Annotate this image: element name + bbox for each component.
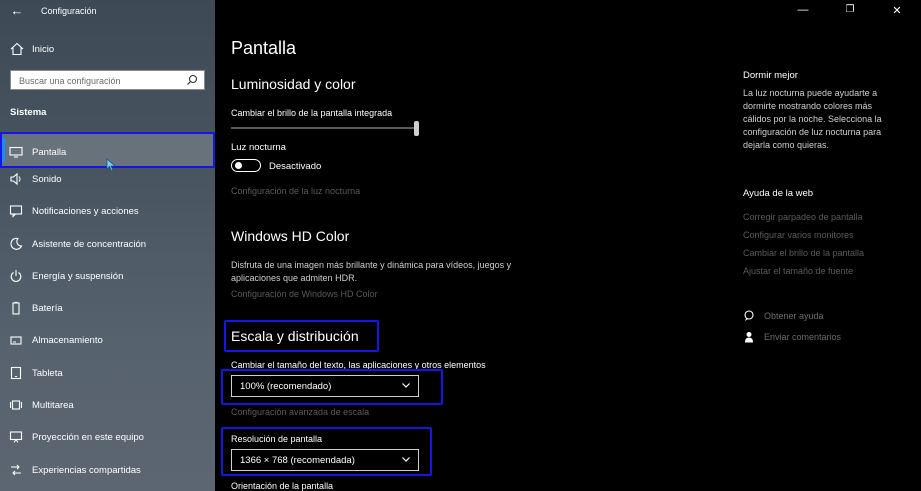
brightness-label: Cambiar el brillo de la pantalla integrada bbox=[231, 108, 393, 118]
help-link[interactable]: Cambiar el brillo de la pantalla bbox=[743, 248, 865, 258]
sidebar-item-sonido[interactable] bbox=[0, 164, 215, 196]
sidebar-item-label: Tableta bbox=[32, 367, 63, 379]
resolution-dropdown[interactable] bbox=[231, 449, 419, 471]
sidebar-item-notificaciones[interactable] bbox=[0, 196, 215, 228]
projection-icon bbox=[9, 430, 23, 444]
night-light-settings-link[interactable]: Configuración de la luz nocturna bbox=[231, 186, 361, 196]
sidebar-item-label: Energía y suspensión bbox=[32, 270, 124, 282]
sidebar-item-label: Notificaciones y acciones bbox=[32, 206, 139, 218]
sidebar-item-asistente[interactable] bbox=[0, 229, 215, 261]
main-content bbox=[215, 0, 921, 491]
night-light-toggle[interactable] bbox=[231, 159, 261, 172]
chevron-down-icon bbox=[400, 379, 412, 391]
brightness-slider-track[interactable] bbox=[231, 127, 417, 129]
notification-icon bbox=[9, 204, 23, 218]
search-input[interactable] bbox=[10, 70, 205, 90]
sidebar-item-label: Multitarea bbox=[32, 400, 74, 412]
home-icon bbox=[10, 42, 24, 56]
sidebar-nav bbox=[0, 132, 215, 487]
sidebar-item-bateria[interactable] bbox=[0, 293, 215, 325]
sleep-heading: Dormir mejor bbox=[743, 70, 798, 81]
tablet-icon bbox=[9, 366, 23, 380]
scale-size-dropdown[interactable] bbox=[231, 375, 419, 397]
power-icon bbox=[9, 269, 23, 283]
close-icon[interactable]: ✕ bbox=[892, 5, 902, 17]
sidebar-item-experiencias[interactable] bbox=[0, 455, 215, 487]
sidebar-item-label: Sonido bbox=[32, 174, 62, 185]
search-placeholder: Buscar una configuración bbox=[19, 76, 121, 86]
page-title: Pantalla bbox=[231, 38, 297, 58]
advanced-scale-link[interactable]: Configuración avanzada de escala bbox=[231, 407, 370, 417]
night-light-label: Luz nocturna bbox=[231, 142, 286, 153]
search-icon[interactable] bbox=[186, 74, 198, 86]
storage-icon bbox=[9, 333, 23, 347]
active-indicator bbox=[2, 138, 5, 162]
help-link[interactable]: Ajustar el tamaño de fuente bbox=[743, 266, 854, 276]
home-label: Inicio bbox=[32, 44, 55, 55]
help-link[interactable]: Configurar varios monitores bbox=[743, 230, 854, 240]
section-heading-brightness: Luminosidad y color bbox=[231, 76, 356, 92]
sidebar-item-tableta[interactable] bbox=[0, 358, 215, 390]
home-link[interactable] bbox=[0, 38, 215, 60]
resolution-label: Resolución de pantalla bbox=[231, 434, 323, 444]
scale-size-label: Cambiar el tamaño del texto, las aplicaciones y otros elementos bbox=[231, 360, 486, 370]
window-controls bbox=[791, 0, 921, 24]
sidebar-item-proyeccion[interactable] bbox=[0, 422, 215, 454]
chevron-down-icon bbox=[400, 453, 412, 465]
battery-icon bbox=[9, 301, 23, 315]
sidebar-item-label: Proyección en este equipo bbox=[32, 432, 144, 444]
feedback-icon bbox=[743, 331, 755, 343]
minimize-icon[interactable]: — bbox=[797, 4, 809, 16]
help-link[interactable]: Corregir parpadeo de pantalla bbox=[743, 212, 863, 222]
moon-icon bbox=[9, 237, 23, 251]
hdr-settings-link[interactable]: Configuración de Windows HD Color bbox=[231, 289, 378, 299]
night-light-state: Desactivado bbox=[269, 161, 322, 172]
sidebar-item-label: Pantalla bbox=[32, 147, 67, 158]
restore-icon[interactable]: ❐ bbox=[845, 4, 855, 15]
scale-size-value: 100% (recomendado) bbox=[240, 381, 332, 392]
toggle-knob bbox=[235, 162, 242, 169]
sidebar bbox=[0, 0, 215, 491]
shared-icon bbox=[9, 463, 23, 477]
multitask-icon bbox=[9, 398, 23, 412]
sidebar-item-label: Experiencias compartidas bbox=[32, 464, 141, 476]
sidebar-item-label: Batería bbox=[32, 303, 63, 315]
chat-help-icon bbox=[743, 310, 755, 322]
sleep-description: La luz nocturna puede ayudarte a dormirte mostrando colores más cálidos por la noche. Selecciona la configuración de luz nocturna para dejarla como quieras. bbox=[743, 88, 882, 150]
feedback-label: Enviar comentarios bbox=[764, 332, 842, 342]
sidebar-item-energia[interactable] bbox=[0, 261, 215, 293]
help-heading: Ayuda de la web bbox=[743, 188, 814, 199]
hdr-description: Disfruta de una imagen más brillante y dinámica para vídeos, juegos y aplicaciones que admiten HDR. bbox=[231, 260, 512, 283]
speaker-icon bbox=[9, 172, 23, 186]
brightness-slider-thumb[interactable] bbox=[414, 121, 419, 136]
sidebar-item-multitarea[interactable] bbox=[0, 390, 215, 422]
section-heading-hdr: Windows HD Color bbox=[231, 228, 350, 244]
back-arrow-icon[interactable]: ← bbox=[10, 3, 24, 18]
app-title: Configuración bbox=[41, 6, 97, 16]
sidebar-item-label: Asistente de concentración bbox=[32, 238, 147, 250]
orientation-label: Orientación de la pantalla bbox=[231, 481, 334, 491]
section-heading-scale: Escala y distribución bbox=[231, 328, 359, 344]
section-label: Sistema bbox=[10, 107, 47, 118]
sidebar-item-pantalla[interactable] bbox=[0, 132, 215, 168]
get-help-label: Obtener ayuda bbox=[764, 311, 824, 321]
sidebar-item-label: Almacenamiento bbox=[32, 335, 103, 347]
sidebar-item-almacenamiento[interactable] bbox=[0, 325, 215, 357]
resolution-value: 1366 × 768 (recomendada) bbox=[240, 455, 355, 466]
title-bar bbox=[0, 0, 215, 24]
monitor-icon bbox=[9, 145, 23, 159]
